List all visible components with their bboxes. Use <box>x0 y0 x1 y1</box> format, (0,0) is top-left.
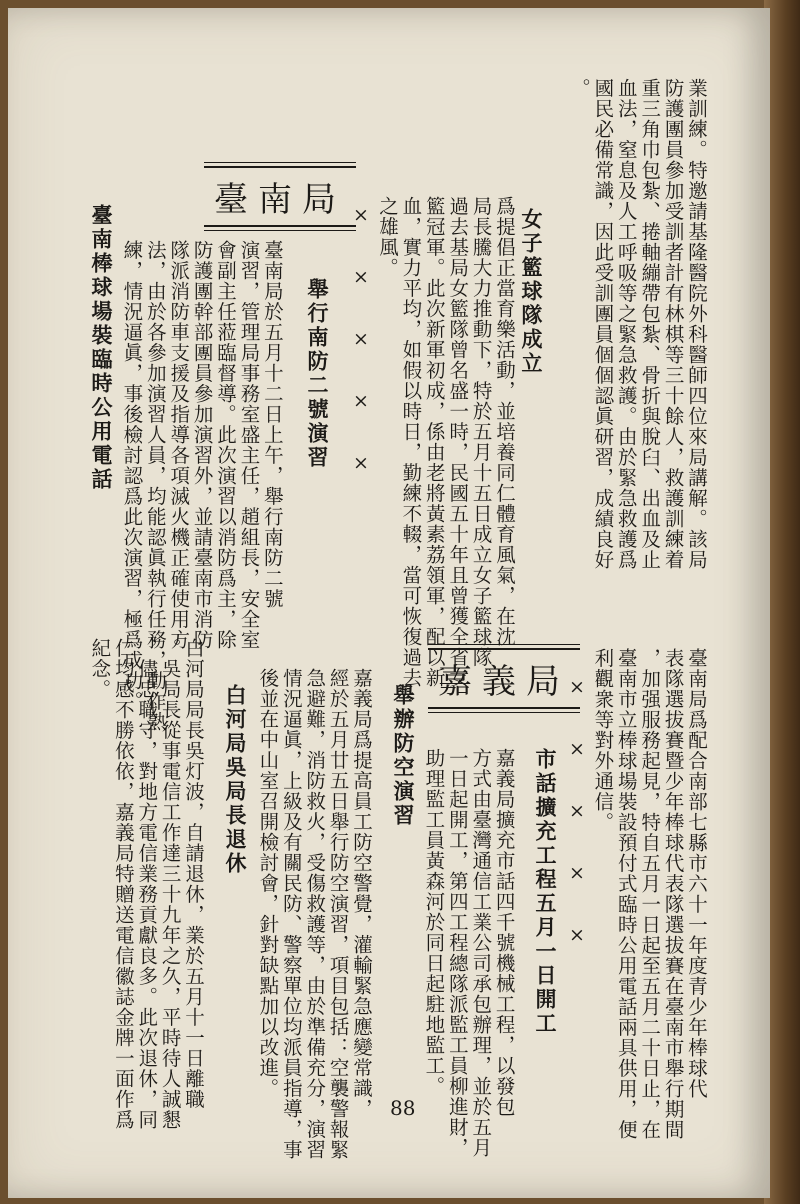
book-page <box>8 8 770 1198</box>
separator-crosses: ××××× <box>566 676 588 986</box>
retire-heading: 白河局吳局長退休 <box>223 684 247 876</box>
separator-crosses: ××××× <box>350 204 372 514</box>
tainan-phone-heading: 臺南棒球場裝臨時公用電話 <box>89 204 113 492</box>
airraid-heading: 舉辦防空演習 <box>391 684 415 828</box>
tainan-drill-body: 臺南局於五月十二日上午，舉行南防二號 演習，管理局事務室盛主任，趙組長，安全室 會副主任蒞臨督導。此次演習以消防爲主，除 防護團幹部團員參加演習外，並請臺南市消防 隊派消防車支援及指導各項滅火機正確使用方 法，由於各參加演習人員，均能認眞執行任務，動作熟 練，情況逼眞，事後檢討認爲此次演習，極爲成功。 <box>120 240 284 732</box>
basketball-heading: 女子籃球隊成立 <box>519 208 543 376</box>
airraid-body: 嘉義局爲提高員工防空警覺，灌輸緊急應變常識， 經於五月廿五日舉行防空演習，項目包括：空襲警報緊 急避難，消防救火，受傷救護等，由於準備充分，演習 情況逼眞，上級及有關民防、警察單位均派員指導，事 後並在中山室召開檢討會，針對缺點加以改進。 <box>256 668 374 1160</box>
exchange-body: 嘉義局擴充市話四千號機械工程，以發包 方式由臺灣通信工業公司承包辦理，並於五月 一日起開工，第四工程總隊派監工員柳進財， 助理監工員黃森河於同日起駐地監工。 <box>422 748 516 1158</box>
tainan-drill-heading: 舉行南防二號演習 <box>305 278 329 470</box>
training-article-body: 業訓練。特邀請基隆醫院外科醫師四位來局講解。該局 防護團員參加受訓者計有林棋等三十餘人，救護訓練着 重三角巾包紮、捲軸繃帶包紮、骨折與脫臼、出血及止 血法，窒息及人工呼吸等之緊急救護。由於緊急救護爲 國民必備常識，因此受訓團員個個認眞研習，成績良好 。 <box>567 78 708 570</box>
retire-body: 白河局局長吳灯波，自請退休，業於五月十一日離職 。吳局長從事電信工作達三十九年之久，平時待人誠懇 ，儘忠職守，對地方電信業務貢獻良多。此次退休，同 仁均感不勝依依，嘉義局特贈送電信徽誌金牌一面作爲 紀念。 <box>88 638 206 1130</box>
page-number: 88 <box>390 1096 416 1120</box>
basketball-body: 爲提倡正當育樂活動，並培養同仁體育風氣，在沈 局長騰大力推動下，特於五月十五日成立女子籃球隊。 過去基局女籃隊曾名盛一時，民國五十年且曾獲全省女 籃冠軍。此次新軍初成，係由老將黃素荔領軍，配以新 血，實力平均，如假以時日，勤練不輟，當可恢復過去 之雄風。 <box>375 196 516 688</box>
tainan-section-tag: 臺南局 <box>204 166 356 227</box>
tainan-phone-body: 臺南局爲配合南部七縣市六十一年度青少年棒球代 表隊選拔賽暨少年棒球代表隊選拔賽在臺南市舉行期間 ，加强服務起見，特自五月一日起至五月二十日止，在 臺南市立棒球場裝設預付式臨時公用電話兩具供用，便 利觀衆等對外通信。 <box>591 648 708 1140</box>
chiayi-section-tag: 嘉義局 <box>428 648 580 709</box>
exchange-heading: 市話擴充工程五月一日開工 <box>533 748 557 1036</box>
